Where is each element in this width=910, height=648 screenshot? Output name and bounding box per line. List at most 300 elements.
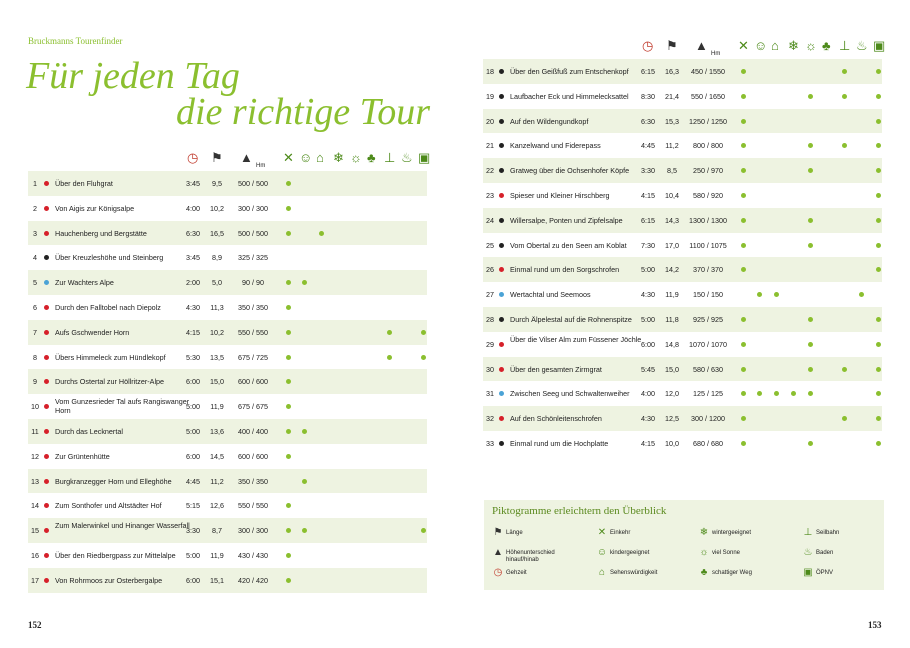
feature-dot [808, 317, 813, 322]
table-row [28, 295, 427, 320]
table-row [28, 493, 427, 518]
tour-time: 4:15 [641, 439, 655, 448]
tour-length: 8,7 [212, 526, 222, 536]
tour-number: 20 [486, 116, 494, 126]
tour-name: Aufs Gschwender Horn [55, 327, 130, 337]
snowflake-icon: ❄ [699, 527, 709, 538]
tour-elevation: 90 / 90 [242, 278, 264, 288]
legend-label: Höhenunterschied hinauf/hinab [506, 550, 555, 563]
tour-elevation: 300 / 300 [238, 203, 268, 213]
feature-dot [842, 69, 847, 74]
tour-name: Zur Grüntenhütte [55, 451, 110, 461]
tour-time: 4:15 [186, 327, 200, 337]
mountain-icon: ▲ [493, 547, 503, 558]
feature-dot [876, 143, 881, 148]
feature-dot [741, 317, 746, 322]
feature-dot [842, 143, 847, 148]
table-row [483, 282, 882, 307]
table-row [28, 171, 427, 196]
tour-time: 5:00 [186, 402, 200, 412]
difficulty-dot [499, 441, 504, 446]
tour-length: 10,4 [665, 191, 679, 200]
shade-icon: ♣ [822, 38, 831, 53]
feature-dot [808, 143, 813, 148]
feature-dot [286, 503, 291, 508]
difficulty-dot [44, 503, 49, 508]
clock-icon: ◷ [493, 567, 503, 578]
tour-length: 12,6 [210, 501, 224, 511]
tour-elevation: 680 / 680 [693, 439, 723, 448]
feature-dot [876, 342, 881, 347]
clock-icon: ◷ [642, 38, 654, 53]
tour-elevation: 500 / 500 [238, 228, 268, 238]
tour-time: 6:15 [641, 215, 655, 225]
feature-dot [286, 330, 291, 335]
feature-dot [286, 454, 291, 459]
table-row [28, 469, 427, 494]
table-row [28, 245, 427, 270]
clock-icon: ◷ [187, 150, 199, 165]
feature-dot [741, 342, 746, 347]
page-number-left: 152 [28, 620, 42, 630]
difficulty-dot [44, 206, 49, 211]
tour-name: Über Kreuzleshöhe und Steinberg [55, 253, 164, 263]
cablecar-icon: ⊥ [839, 38, 851, 53]
difficulty-dot [499, 168, 504, 173]
cablecar-icon: ⊥ [803, 527, 813, 538]
feature-dot [421, 330, 426, 335]
tour-elevation: 150 / 150 [693, 290, 723, 300]
hikers-icon: ⚑ [493, 527, 503, 538]
tour-number: 7 [33, 327, 37, 337]
feature-dot [741, 391, 746, 396]
tour-elevation: 325 / 325 [238, 253, 268, 263]
table-row [28, 196, 427, 221]
feature-dot [876, 168, 881, 173]
feature-dot [876, 243, 881, 248]
tour-elevation: 370 / 370 [693, 265, 723, 275]
feature-dot [741, 143, 746, 148]
feature-dot [876, 218, 881, 223]
feature-dot [741, 416, 746, 421]
difficulty-dot [44, 379, 49, 384]
tour-number: 15 [31, 526, 39, 536]
tour-time: 6:00 [186, 575, 200, 585]
tour-elevation: 430 / 430 [238, 551, 268, 560]
tour-number: 13 [31, 476, 39, 486]
tour-length: 13,6 [210, 427, 224, 436]
tour-number: 23 [486, 191, 494, 200]
tour-time: 4:15 [641, 191, 655, 200]
difficulty-dot [499, 391, 504, 396]
table-row [28, 369, 427, 394]
table-row [28, 270, 427, 295]
sun-icon: ☼ [699, 547, 709, 558]
tour-length: 8,5 [667, 166, 677, 176]
table-header-right [0, 38, 910, 58]
legend-label: Seilbahn [816, 530, 840, 536]
tour-length: 21,4 [665, 91, 679, 101]
table-row [28, 568, 427, 593]
table-row [483, 208, 882, 233]
tour-name: Über den Riedbergpass zur Mittelalpe [55, 551, 176, 560]
tour-number: 17 [31, 575, 39, 585]
tour-elevation: 450 / 1550 [691, 67, 725, 76]
difficulty-dot [44, 305, 49, 310]
bus-icon: ▣ [803, 567, 813, 578]
tour-number: 11 [31, 427, 39, 436]
feature-dot [286, 181, 291, 186]
cutlery-icon: ✕ [597, 527, 607, 538]
shade-icon: ♣ [700, 567, 708, 578]
tour-number: 18 [486, 67, 494, 76]
tour-name: Zwischen Seeg und Schwaltenweiher [510, 389, 630, 399]
difficulty-dot [44, 528, 49, 533]
tour-number: 25 [486, 240, 494, 250]
tour-name: Vom Gunzesrieder Tal aufs Rangiswanger Horn [55, 397, 190, 416]
feature-dot [741, 218, 746, 223]
feature-dot [286, 578, 291, 583]
feature-dot [286, 404, 291, 409]
tour-number: 3 [33, 228, 37, 238]
feature-dot [808, 441, 813, 446]
tour-elevation: 675 / 725 [238, 352, 268, 362]
feature-dot [876, 119, 881, 124]
tour-number: 29 [486, 339, 494, 349]
feature-dot [876, 367, 881, 372]
feature-dot [286, 379, 291, 384]
tour-time: 7:30 [641, 240, 655, 250]
tour-elevation: 300 / 1200 [691, 414, 725, 424]
tour-length: 16,5 [210, 228, 224, 238]
tour-number: 1 [33, 179, 37, 188]
page-number-right: 153 [868, 620, 882, 630]
tour-time: 5:00 [641, 265, 655, 275]
snowflake-icon: ❄ [788, 38, 799, 53]
feature-dot [876, 391, 881, 396]
feature-dot [286, 280, 291, 285]
feature-dot [774, 292, 779, 297]
tour-length: 14,3 [665, 215, 679, 225]
cutlery-icon: ✕ [738, 38, 749, 53]
feature-dot [808, 391, 813, 396]
tour-time: 8:30 [641, 91, 655, 101]
table-row [28, 543, 427, 568]
page-title-line2: die richtige Tour [176, 91, 431, 133]
feature-dot [302, 479, 307, 484]
tour-name: Zum Sonthofer und Altstädter Hof [55, 501, 162, 511]
tour-length: 11,2 [665, 141, 679, 151]
tour-time: 4:45 [641, 141, 655, 151]
tour-time: 6:30 [186, 228, 200, 238]
tour-name: Laufbacher Eck und Himmelecksattel [510, 91, 629, 101]
feature-dot [741, 267, 746, 272]
tour-elevation: 1100 / 1075 [689, 240, 727, 250]
tour-number: 21 [486, 141, 494, 151]
tour-length: 10,2 [210, 327, 224, 337]
tour-elevation: 500 / 500 [238, 179, 268, 188]
tour-number: 12 [31, 451, 39, 461]
tour-time: 3:45 [186, 253, 200, 263]
tour-elevation: 1070 / 1070 [689, 339, 727, 349]
feature-dot [876, 441, 881, 446]
tour-name: Zur Wachters Alpe [55, 278, 114, 288]
tour-elevation: 580 / 920 [693, 191, 723, 200]
tour-length: 11,8 [665, 315, 679, 324]
hikers-icon: ⚑ [211, 150, 223, 165]
tour-number: 28 [486, 315, 494, 324]
feature-dot [876, 416, 881, 421]
tour-elevation: 600 / 600 [238, 377, 268, 387]
tour-number: 26 [486, 265, 494, 275]
tour-time: 6:00 [641, 339, 655, 349]
bathing-icon: ♨ [401, 150, 413, 165]
mountain-icon: ▲ [695, 38, 708, 53]
tour-number: 9 [33, 377, 37, 387]
tour-elevation: 1250 / 1250 [689, 116, 727, 126]
tour-time: 4:45 [186, 476, 200, 486]
table-row [483, 59, 882, 84]
feature-dot [286, 231, 291, 236]
tour-number: 31 [486, 389, 494, 399]
bus-icon: ▣ [418, 150, 431, 165]
cablecar-icon: ⊥ [384, 150, 396, 165]
bathing-icon: ♨ [803, 547, 813, 558]
tour-name: Zum Malerwinkel und Hinanger Wasserfall [55, 521, 190, 531]
feature-dot [286, 206, 291, 211]
tour-length: 11,2 [210, 476, 224, 486]
tour-length: 9,5 [212, 179, 222, 188]
table-row [483, 183, 882, 208]
feature-dot [286, 305, 291, 310]
tour-name: Über die Vilser Alm zum Füssener Jöchle [510, 334, 642, 344]
building-icon: ⌂ [316, 150, 324, 165]
tour-number: 24 [486, 215, 494, 225]
tour-length: 14,8 [665, 339, 679, 349]
difficulty-dot [44, 578, 49, 583]
tour-time: 4:30 [641, 414, 655, 424]
tour-elevation: 300 / 300 [238, 526, 268, 536]
tour-time: 6:00 [186, 377, 200, 387]
feature-dot [302, 280, 307, 285]
legend-label: ÖPNV [816, 570, 834, 576]
difficulty-dot [44, 553, 49, 558]
feature-dot [859, 292, 864, 297]
difficulty-dot [44, 330, 49, 335]
feature-dot [319, 231, 324, 236]
tour-name: Spieser und Kleiner Hirschberg [510, 191, 610, 200]
table-row [483, 133, 882, 158]
feature-dot [876, 69, 881, 74]
tour-elevation: 580 / 630 [693, 364, 723, 374]
tour-name: Über den Geißfuß zum Entschenkopf [510, 67, 629, 76]
tour-length: 11,9 [665, 290, 679, 300]
feature-dot [741, 94, 746, 99]
difficulty-dot [499, 243, 504, 248]
table-row [483, 431, 882, 456]
sun-icon: ☼ [805, 38, 817, 53]
tour-name: Über den gesamten Zirmgrat [510, 364, 602, 374]
tour-time: 6:00 [186, 451, 200, 461]
tour-time: 5:00 [641, 315, 655, 324]
tour-length: 15,0 [665, 364, 679, 374]
tour-number: 14 [31, 501, 39, 511]
tour-name: Wertachtal und Seemoos [510, 290, 591, 300]
feature-dot [286, 528, 291, 533]
hm-unit-label: Hm [711, 51, 721, 57]
difficulty-dot [499, 317, 504, 322]
tour-name: Durch das Lecknertal [55, 427, 123, 436]
tour-name: Durch Älpelestal auf die Rohnenspitze [510, 315, 632, 324]
feature-dot [808, 342, 813, 347]
page-title-line1: Für jeden Tag [26, 55, 240, 97]
feature-dot [421, 528, 426, 533]
feature-dot [808, 94, 813, 99]
tour-elevation: 550 / 550 [238, 501, 268, 511]
tour-time: 5:45 [641, 364, 655, 374]
feature-dot [842, 416, 847, 421]
difficulty-dot [499, 292, 504, 297]
tour-elevation: 1300 / 1300 [689, 215, 727, 225]
legend-label: kindergeeignet [610, 550, 650, 556]
table-row [28, 444, 427, 469]
tour-elevation: 250 / 970 [693, 166, 723, 176]
table-row [483, 381, 882, 406]
difficulty-dot [44, 255, 49, 260]
shade-icon: ♣ [367, 150, 376, 165]
tour-time: 6:30 [641, 116, 655, 126]
tour-elevation: 350 / 350 [238, 303, 268, 312]
tour-time: 3:30 [186, 526, 200, 536]
tour-elevation: 550 / 1650 [691, 91, 725, 101]
table-row [483, 406, 882, 431]
tour-name: Burgkranzegger Horn und Elleghöhe [55, 476, 172, 486]
tour-time: 5:30 [186, 352, 200, 362]
tour-number: 33 [486, 439, 494, 448]
tour-time: 3:45 [186, 179, 200, 188]
feature-dot [387, 330, 392, 335]
tour-name: Durchs Ostertal zur Höllritzer-Alpe [55, 377, 165, 387]
tour-name: Einmal rund um die Hochplatte [510, 439, 609, 448]
tour-name: Vom Obertal zu den Seen am Koblat [510, 240, 627, 250]
difficulty-dot [499, 416, 504, 421]
tour-time: 5:00 [186, 551, 200, 560]
smiley-icon: ☺ [754, 38, 768, 53]
difficulty-dot [44, 181, 49, 186]
tour-length: 11,9 [210, 402, 224, 412]
feature-dot [741, 119, 746, 124]
tour-number: 27 [486, 290, 494, 300]
table-row [28, 345, 427, 370]
legend-label: wintergeeignet [712, 530, 752, 536]
feature-dot [876, 193, 881, 198]
tour-time: 4:30 [186, 303, 200, 312]
difficulty-dot [44, 355, 49, 360]
tour-elevation: 675 / 675 [238, 402, 268, 412]
table-row [483, 233, 882, 258]
feature-dot [741, 367, 746, 372]
table-row [483, 109, 882, 134]
brand-label: Bruckmanns Tourenfinder [28, 36, 123, 46]
tour-length: 14,2 [665, 265, 679, 275]
tour-number: 22 [486, 166, 494, 176]
feature-dot [741, 243, 746, 248]
table-row [28, 394, 427, 419]
tour-elevation: 925 / 925 [693, 315, 723, 324]
tour-elevation: 800 / 800 [693, 141, 723, 151]
difficulty-dot [499, 193, 504, 198]
feature-dot [808, 243, 813, 248]
cutlery-icon: ✕ [283, 150, 294, 165]
tour-name: Übers Himmeleck zum Hündlekopf [55, 352, 166, 362]
tour-name: Auf den Wildengundkopf [510, 116, 589, 126]
snowflake-icon: ❄ [333, 150, 344, 165]
tour-time: 4:00 [186, 203, 200, 213]
tour-length: 14,5 [210, 451, 224, 461]
difficulty-dot [44, 231, 49, 236]
feature-dot [741, 441, 746, 446]
feature-dot [286, 429, 291, 434]
tour-name: Durch den Falltobel nach Diepolz [55, 303, 161, 312]
difficulty-dot [499, 367, 504, 372]
difficulty-dot [499, 94, 504, 99]
tour-length: 12,5 [665, 414, 679, 424]
pictogram-legend [484, 500, 884, 590]
tour-time: 3:30 [641, 166, 655, 176]
legend-label: Gehzeit [506, 570, 527, 576]
tour-name: Kanzelwand und Fiderepass [510, 141, 601, 151]
tour-name: Einmal rund um den Sorgschrofen [510, 265, 620, 275]
tour-length: 10,2 [210, 203, 224, 213]
tour-name: Gratweg über die Ochsenhofer Köpfe [510, 166, 630, 176]
feature-dot [421, 355, 426, 360]
table-header-left [0, 150, 455, 170]
difficulty-dot [499, 69, 504, 74]
tour-number: 2 [33, 203, 37, 213]
tour-time: 5:15 [186, 501, 200, 511]
tour-length: 15,0 [210, 377, 224, 387]
tour-number: 6 [33, 303, 37, 312]
difficulty-dot [499, 143, 504, 148]
legend-label: Einkehr [610, 530, 631, 536]
tour-time: 4:30 [641, 290, 655, 300]
tour-length: 11,9 [210, 551, 224, 560]
tour-elevation: 600 / 600 [238, 451, 268, 461]
feature-dot [808, 218, 813, 223]
tour-name: Von Aigis zur Königsalpe [55, 203, 135, 213]
table-row [28, 221, 427, 246]
legend-label: Sehenswürdigkeit [610, 570, 658, 576]
table-row [483, 332, 882, 357]
feature-dot [842, 94, 847, 99]
feature-dot [757, 391, 762, 396]
table-row [483, 357, 882, 382]
table-row [483, 257, 882, 282]
sun-icon: ☼ [350, 150, 362, 165]
feature-dot [842, 367, 847, 372]
feature-dot [741, 168, 746, 173]
bathing-icon: ♨ [856, 38, 868, 53]
tour-name: Willersalpe, Ponten und Zipfelsalpe [510, 215, 623, 225]
feature-dot [808, 367, 813, 372]
tour-length: 8,9 [212, 253, 222, 263]
tour-elevation: 550 / 550 [238, 327, 268, 337]
feature-dot [876, 94, 881, 99]
feature-dot [774, 391, 779, 396]
difficulty-dot [499, 342, 504, 347]
tour-time: 6:15 [641, 67, 655, 76]
feature-dot [808, 168, 813, 173]
